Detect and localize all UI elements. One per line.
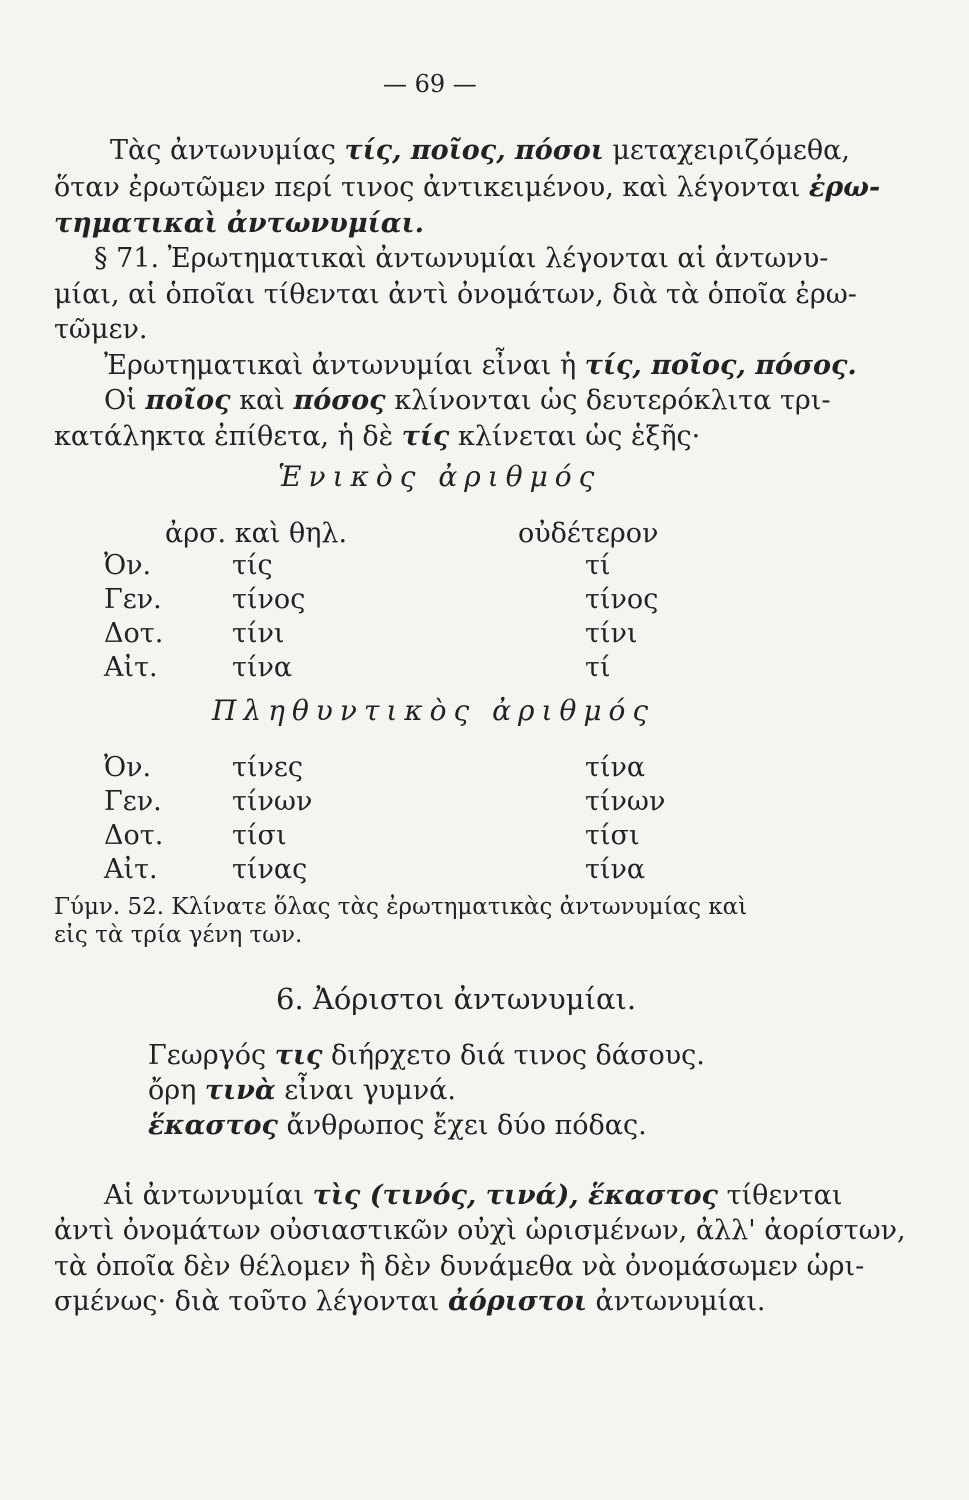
col-header-masc-fem: ἀρσ. καὶ θηλ. (165, 518, 348, 549)
page-number: — 69 — (383, 70, 477, 98)
form-neuter: τίσι (585, 820, 640, 851)
form-neuter: τί (585, 550, 611, 581)
form-masc-fem: τίνα (232, 652, 293, 683)
form-neuter: τίνων (585, 786, 666, 817)
form-masc-fem: τίνες (232, 752, 304, 783)
form-masc-fem: τίνας (232, 854, 308, 885)
form-neuter: τίνα (585, 854, 646, 885)
case-label: Αἰτ. (104, 652, 158, 683)
case-label: Δοτ. (104, 820, 164, 851)
form-neuter: τίνα (585, 752, 646, 783)
case-label: Γεν. (104, 786, 162, 817)
exercise-line-2: εἰς τὰ τρία γένη των. (54, 922, 303, 948)
form-neuter: τίνι (585, 618, 638, 649)
section-6-paragraph-line-2: ἀντὶ ὀνομάτων οὐσιαστικῶν οὐχὶ ὡρισμένων, ἀλλ' ἀορίστων, (54, 1215, 906, 1246)
example-line-2: ὄρη τινὰ εἶναι γυμνά. (148, 1075, 456, 1106)
section-6-paragraph-line-3: τὰ ὁποῖα δὲν θέλομεν ἢ δὲν δυνάμεθα νὰ ὀνομάσωμεν ὡρι- (54, 1251, 865, 1282)
section-6-heading: 6. Ἀόριστοι ἀντωνυμίαι. (276, 982, 637, 1016)
section-6-paragraph-line-4: σμένως· διὰ τοῦτο λέγονται ἀόριστοι ἀντωνυμίαι. (54, 1286, 766, 1317)
section-6-paragraph-line-1: Αἱ ἀντωνυμίαι τὶς (τινός, τινά), ἕκαστος τίθενται (104, 1180, 843, 1211)
plural-heading: Πληθυντικὸς ἀριθμός (212, 694, 656, 727)
form-masc-fem: τίνος (232, 584, 306, 615)
section-71-line-1: § 71. Ἐρωτηματικαὶ ἀντωνυμίαι λέγονται αἱ ἀντωνυ- (94, 243, 829, 274)
section-71-line-6: κατάληκτα ἐπίθετα, ἡ δὲ τίς κλίνεται ὡς ἑξῆς· (54, 421, 701, 452)
case-label: Ὀν. (104, 752, 152, 783)
example-line-1: Γεωργός τις διήρχετο διά τινος δάσους. (148, 1040, 705, 1071)
form-masc-fem: τίσι (232, 820, 287, 851)
form-masc-fem: τίνι (232, 618, 285, 649)
form-masc-fem: τίνων (232, 786, 313, 817)
col-header-neuter: οὐδέτερον (518, 518, 659, 549)
section-71-line-2: μίαι, αἱ ὁποῖαι τίθενται ἀντὶ ὀνομάτων, διὰ τὰ ὁποῖα ἐρω- (54, 279, 857, 310)
section-71-line-3: τῶμεν. (54, 314, 148, 345)
case-label: Αἰτ. (104, 854, 158, 885)
case-label: Γεν. (104, 584, 162, 615)
example-line-3: ἕκαστος ἄνθρωπος ἔχει δύο πόδας. (148, 1110, 647, 1141)
intro-line-2: ὅταν ἐρωτῶμεν περί τινος ἀντικειμένου, καὶ λέγονται ἐρω- (54, 172, 881, 203)
singular-heading: Ἑνικὸς ἀριθμός (278, 460, 602, 493)
case-label: Δοτ. (104, 618, 164, 649)
form-masc-fem: τίς (232, 550, 273, 581)
case-label: Ὀν. (104, 550, 152, 581)
form-neuter: τίνος (585, 584, 659, 615)
form-neuter: τί (585, 652, 611, 683)
section-71-line-5: Οἱ ποῖος καὶ πόσος κλίνονται ὡς δευτερόκλιτα τρι- (104, 385, 831, 416)
intro-line-1: Τὰς ἀντωνυμίας τίς, ποῖος, πόσοι μεταχειριζόμεθα, (110, 135, 850, 166)
section-71-line-4: Ἐρωτηματικαὶ ἀντωνυμίαι εἶναι ἡ τίς, ποῖος, πόσος. (104, 350, 857, 381)
exercise-line-1: Γύμν. 52. Κλίνατε ὅλας τὰς ἐρωτηματικὰς ἀντωνυμίας καὶ (54, 894, 748, 920)
intro-line-3: τηματικαὶ ἀντωνυμίαι. (54, 208, 424, 239)
